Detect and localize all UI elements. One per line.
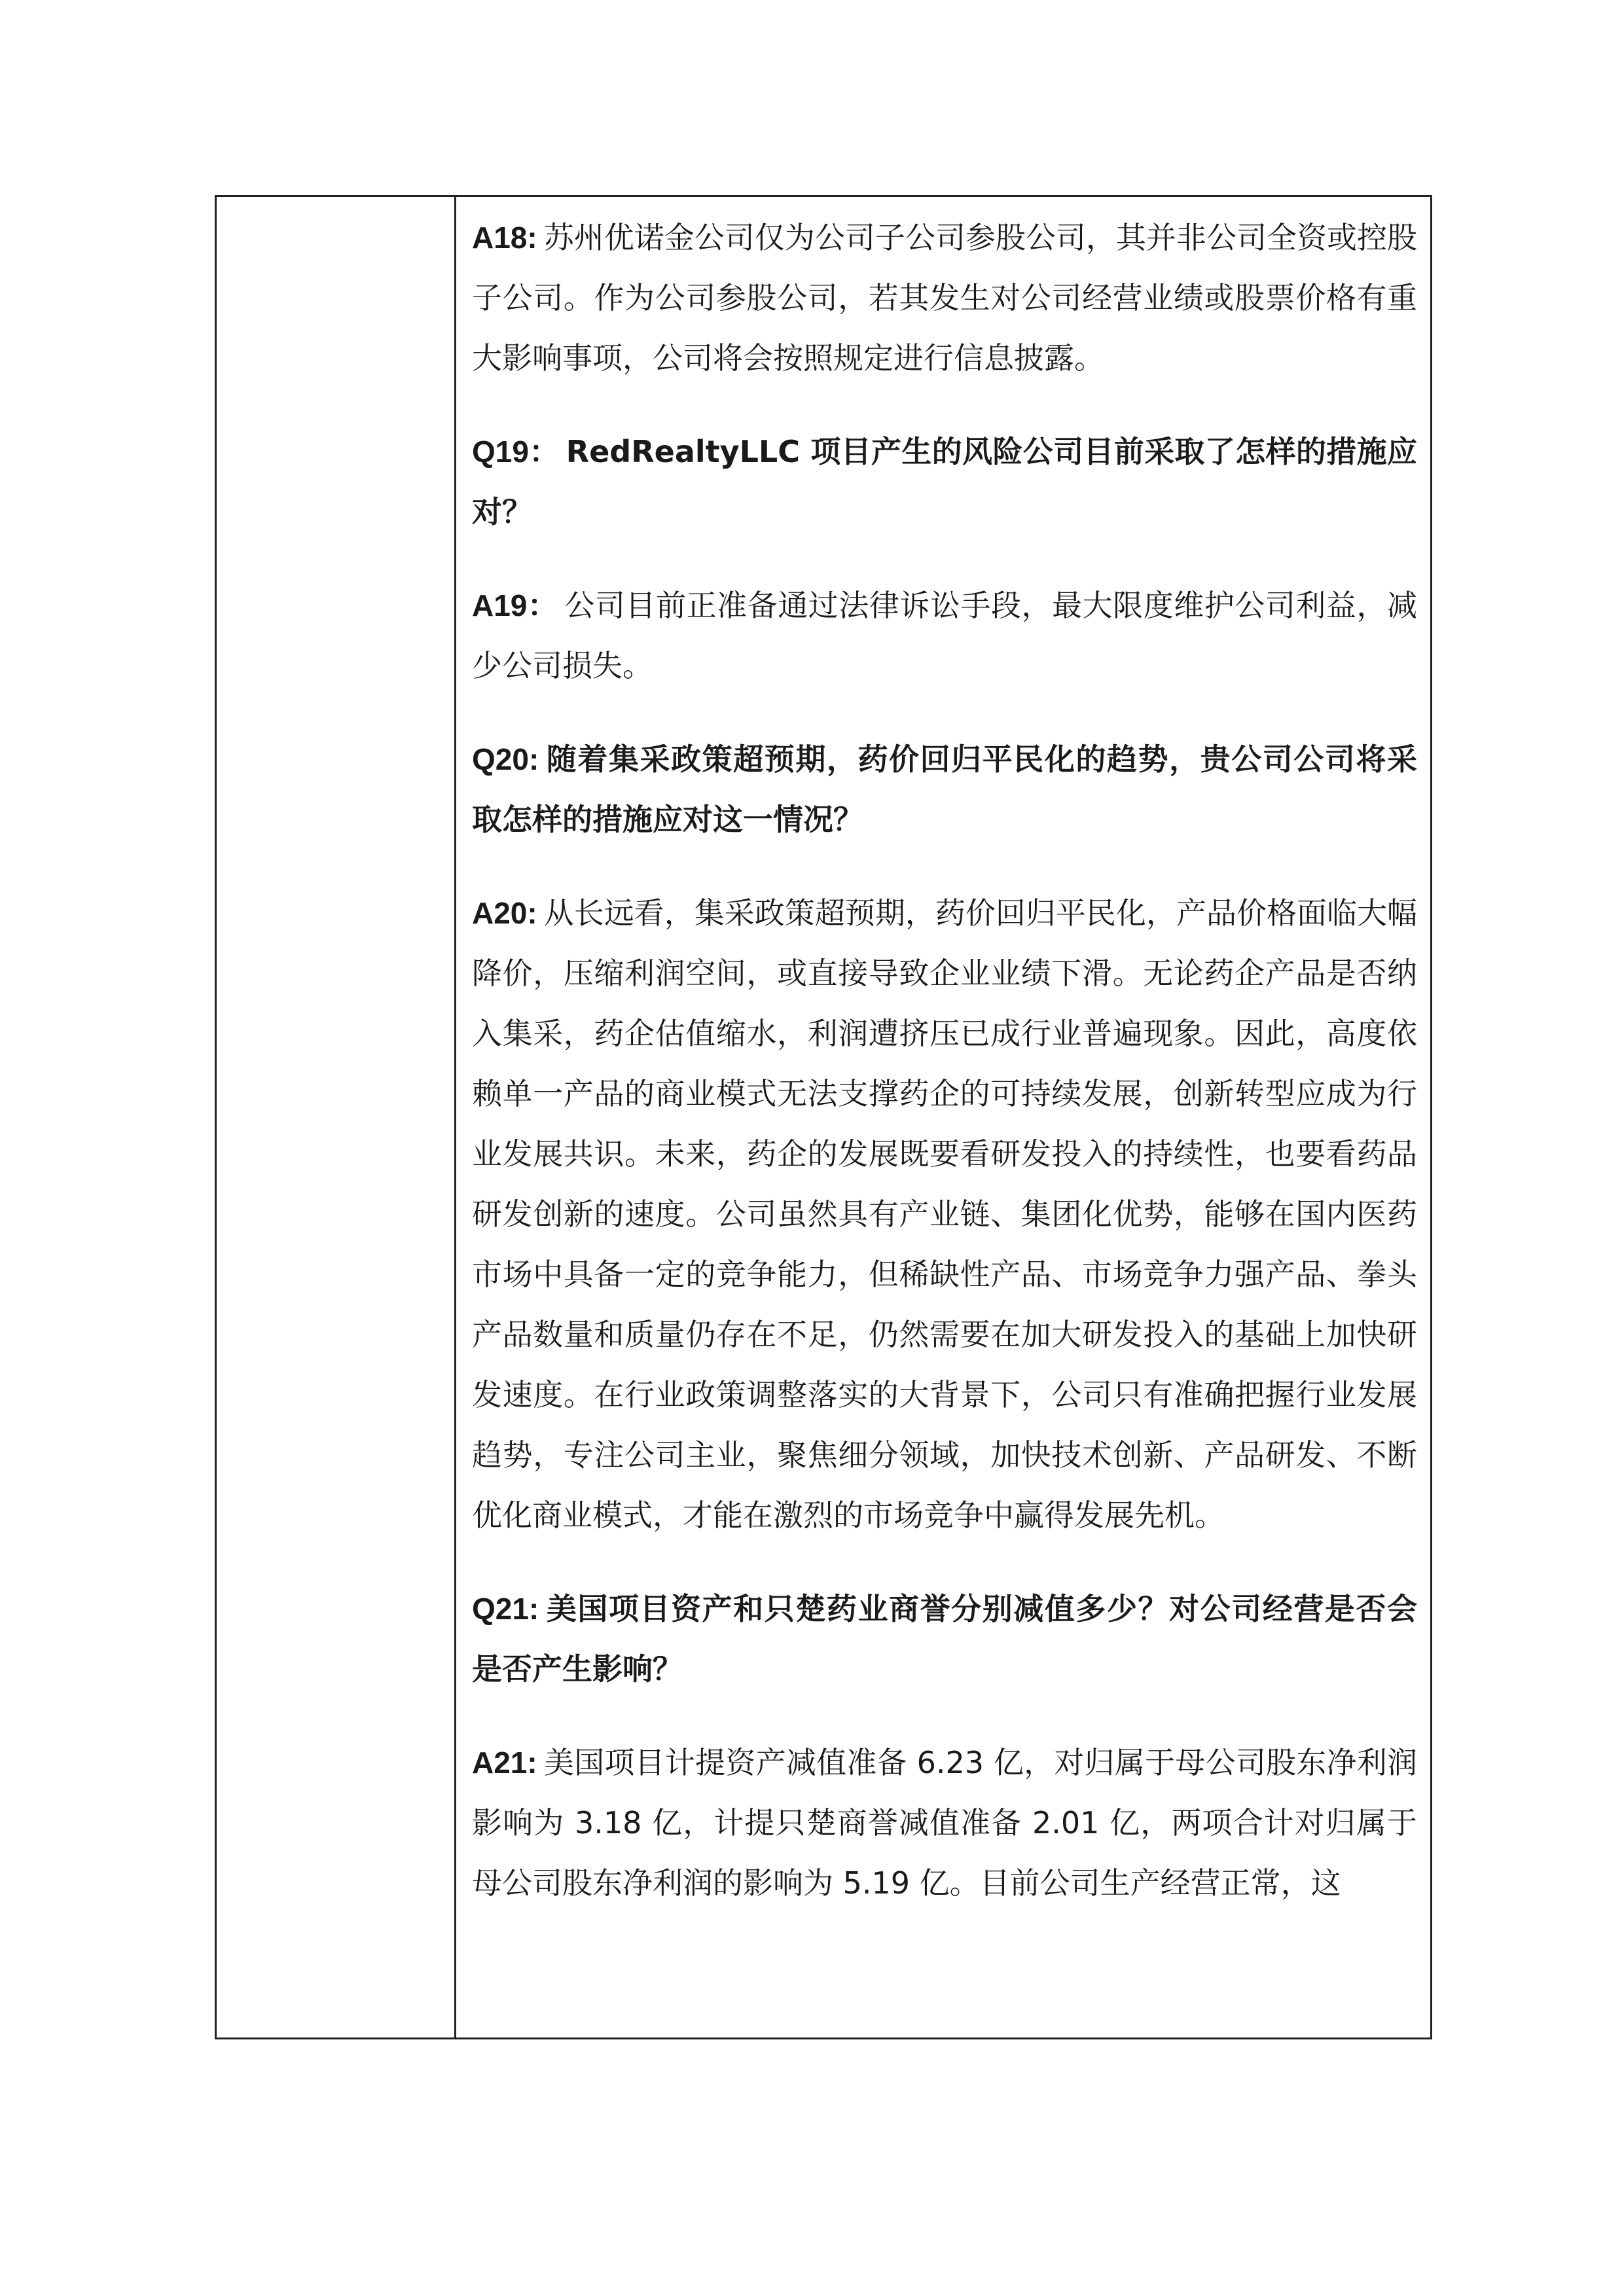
answer-a21 [472, 1732, 1417, 1913]
answer-text: 苏州优诺金公司仅为公司子公司参股公司，其并非公司全资或控股子公司。作为公司参股公司，若其发生对公司经营业绩或股票价格有重大影响事项，公司将会按照规定进行信息披露。 [472, 220, 1417, 376]
question-text: 美国项目资产和只楚药业商誉分别减值多少？对公司经营是否会是否产生影响？ [472, 1591, 1417, 1687]
answer-text: 从长远看，集采政策超预期，药价回归平民化，产品价格面临大幅降价，压缩利润空间，或直接导致企业业绩下滑。无论药企产品是否纳入集采，药企估值缩水，利润遭挤压已成行业普遍现象。因此，高度依赖单一产品的商业模式无法支撑药企的可持续发展，创新转型应成为行业发展共识。未来，药企的发展既要看研发投入的持续性，也要看药品研发创新的速度。公司虽然具有产业链、集团化优势，能够在国内医药市场中具备一定的竞争能力，但稀缺性产品、市场竞争力强产品、拳头产品数量和质量仍存在不足，仍然需要在加大研发投入的基础上加快研发速度。在行业政策调整落实的大背景下，公司只有准确把握行业发展趋势，专注公司主业，聚焦细分领域，加快技术创新、产品研发、不断优化商业模式，才能在激烈的市场竞争中赢得发展先机。 [472, 895, 1417, 1533]
question-label: Q20: [472, 742, 539, 776]
question-text: 随着集采政策超预期，药价回归平民化的趋势，贵公司公司将采取怎样的措施应对这一情况？ [472, 742, 1417, 837]
qa-table [215, 195, 1432, 2039]
answer-label: A19： [472, 588, 558, 622]
question-q19 [472, 422, 1417, 542]
answer-label: A18: [472, 221, 537, 255]
table-right-column [456, 197, 1430, 2037]
answer-text: 公司目前正准备通过法律诉讼手段，最大限度维护公司利益，减少公司损失。 [472, 588, 1418, 683]
question-q21 [472, 1579, 1417, 1699]
answer-label: A20: [472, 896, 537, 930]
answer-label: A21: [472, 1746, 537, 1780]
table-left-column [217, 197, 456, 2037]
question-text: RedRealtyLLC 项目产生的风险公司目前采取了怎样的措施应对？ [472, 434, 1417, 529]
answer-a19 [472, 575, 1417, 696]
question-label: Q21: [472, 1592, 539, 1626]
question-label: Q19： [472, 435, 560, 469]
question-q20 [472, 729, 1417, 850]
answer-text: 美国项目计提资产减值准备 6.23 亿，对归属于母公司股东净利润影响为 3.18 亿，计提只楚商誉减值准备 2.01 亿，两项合计对归属于母公司股东净利润的影响为 5.19 亿。目前公司生产经营正常，这 [472, 1745, 1417, 1901]
answer-a18 [472, 207, 1417, 388]
answer-a20 [472, 883, 1417, 1545]
